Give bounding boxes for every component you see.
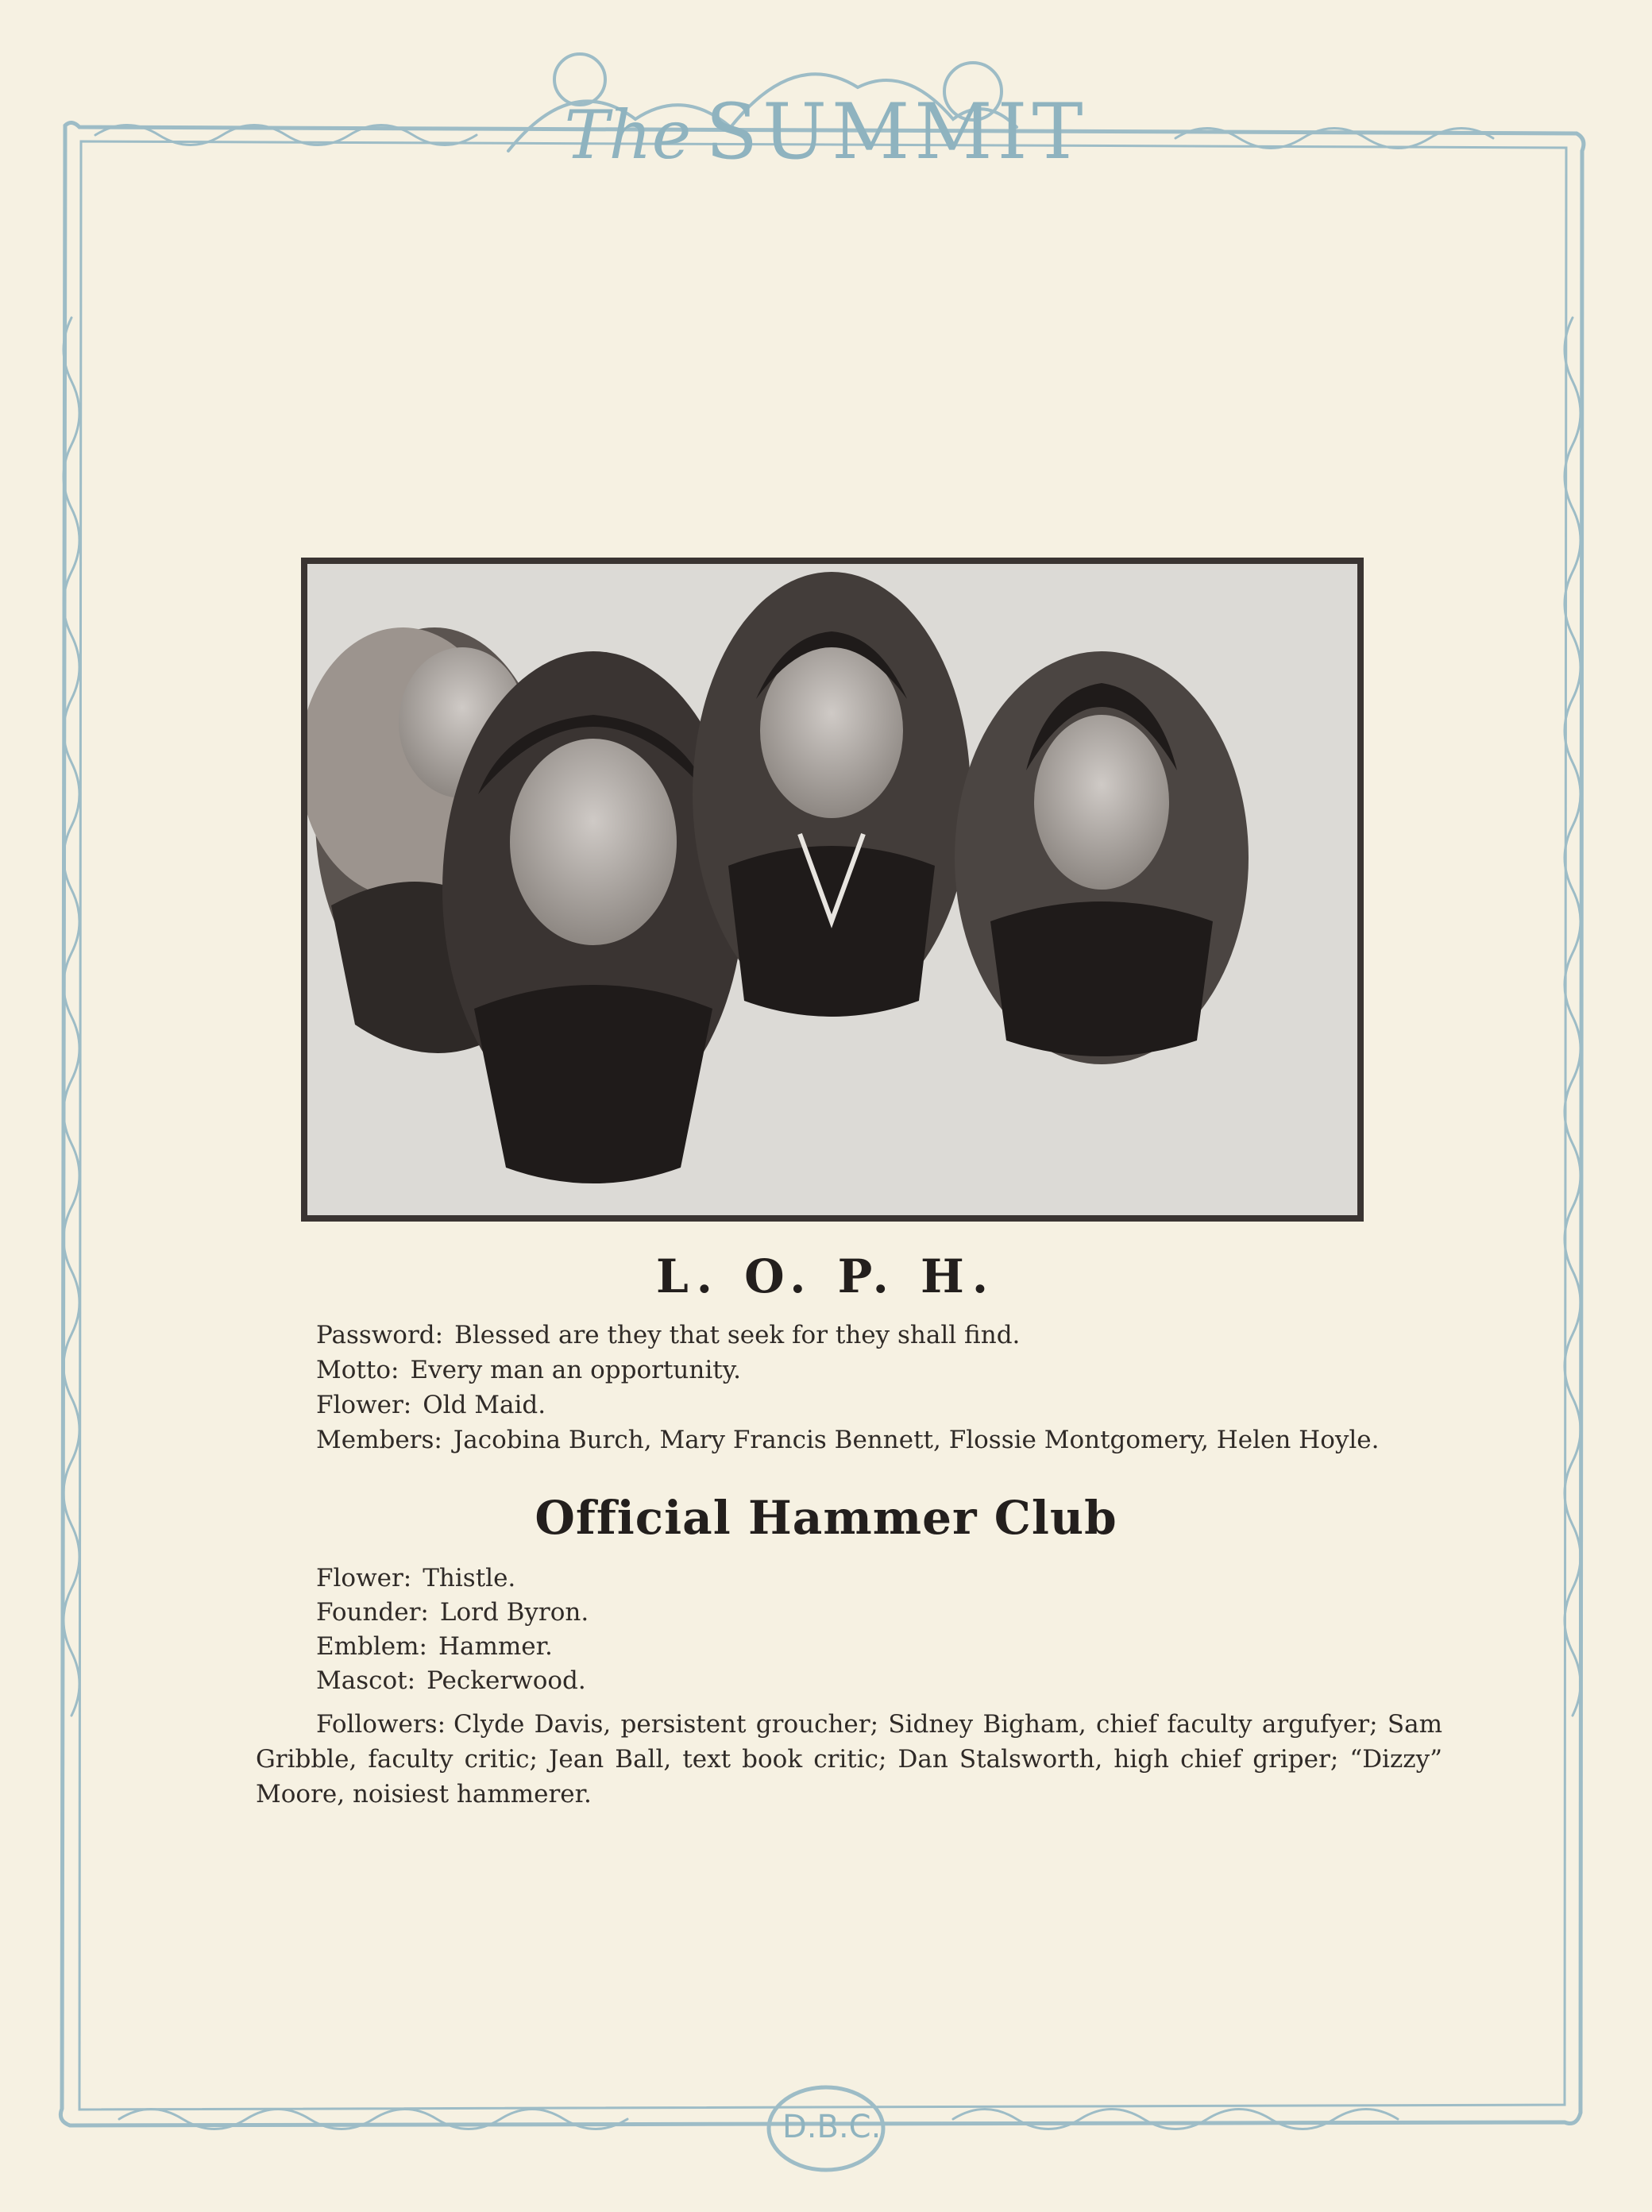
club-flower-value: Thistle. (423, 1564, 516, 1592)
emblem-value: Hammer. (438, 1632, 553, 1661)
members-label: Members: (316, 1426, 442, 1454)
password-label: Password: (316, 1321, 444, 1349)
portrait-4 (955, 651, 1249, 1064)
group-photo (301, 558, 1364, 1222)
emblem-field (316, 1632, 553, 1661)
flower-field (316, 1393, 546, 1418)
motto-field (316, 1358, 741, 1383)
header-title: SUMMIT (705, 87, 1088, 176)
founder-value: Lord Byron. (439, 1598, 589, 1627)
flower-label: Flower: (316, 1391, 412, 1419)
followers-paragraph (256, 1707, 1442, 1812)
motto-label: Motto: (316, 1356, 399, 1384)
portrait-collage (307, 564, 1357, 1215)
password-value: Blessed are they that seek for they shall find. (454, 1321, 1021, 1349)
club-flower-field (316, 1566, 515, 1591)
mascot-label: Mascot: (316, 1666, 416, 1695)
founder-label: Founder: (316, 1598, 429, 1627)
flower-value: Old Maid. (423, 1391, 546, 1419)
followers-value: Clyde Davis, persistent groucher; Sidney Bigham, chief faculty argufyer; Sam Gribble, faculty critic; Jean Ball, text book critic; Dan Stalsworth, high chief griper; “Dizzy” Moore, noisiest hammerer. (256, 1710, 1442, 1809)
mascot-field (316, 1666, 586, 1695)
founder-field (316, 1600, 589, 1625)
monogram: D.B.C. (782, 2109, 882, 2145)
members-value: Jacobina Burch, Mary Francis Bennett, Flossie Montgomery, Helen Hoyle. (453, 1426, 1380, 1454)
motto-value: Every man an opportunity. (410, 1356, 741, 1384)
club-flower-label: Flower: (316, 1564, 412, 1592)
yearbook-header (0, 87, 1652, 176)
loph-title: L. O. P. H. (655, 1249, 997, 1303)
portrait-3 (693, 572, 971, 1017)
emblem-label: Emblem: (316, 1632, 427, 1661)
password-field (316, 1323, 1020, 1348)
hammer-club-title: Official Hammer Club (535, 1491, 1117, 1545)
header-the: The (564, 96, 692, 174)
mascot-value: Peckerwood. (427, 1666, 586, 1695)
followers-label: Followers: (316, 1710, 446, 1739)
members-field (316, 1428, 1380, 1453)
